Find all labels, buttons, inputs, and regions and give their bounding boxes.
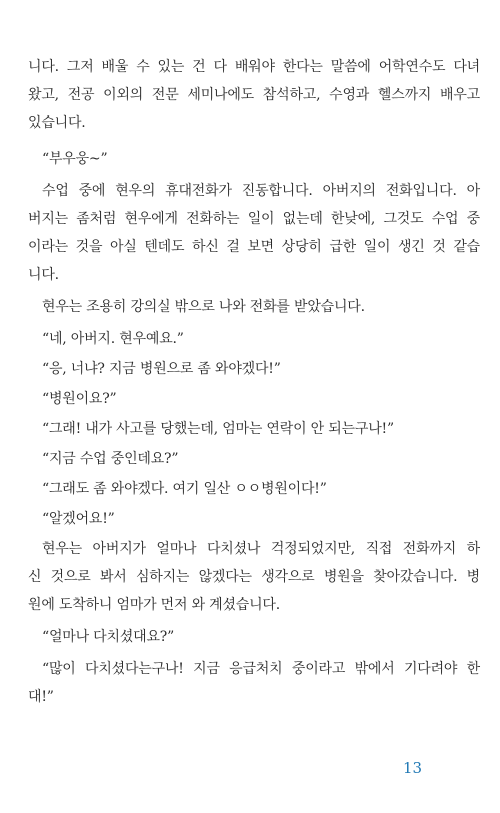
text-line: 이라는 것을 아실 텐데도 하신 걸 보면 상당히 급한 일이 생긴 것 같습	[28, 239, 480, 255]
text-line: 원에 도착하니 엄마가 먼저 와 계셨습니다.	[28, 597, 281, 613]
page-number: 13	[403, 759, 423, 777]
text-line: “많이 다치셨다는구나! 지금 응급처치 중이라고 밖에서 기다려야 한	[42, 661, 480, 677]
text-line: 있습니다.	[28, 115, 86, 131]
text-line: “응, 너냐? 지금 병원으로 좀 와야겠다!”	[42, 361, 281, 377]
text-line: “그래! 내가 사고를 당했는데, 엄마는 연락이 안 되는구나!”	[42, 421, 394, 437]
text-line: 현우는 조용히 강의실 밖으로 나와 전화를 받았습니다.	[42, 299, 365, 315]
text-line: “그래도 좀 와야겠다. 여기 일산 ㅇㅇ병원이다!”	[42, 481, 327, 497]
text-line: “병원이요?”	[42, 391, 117, 407]
text-line: 수업 중에 현우의 휴대전화가 진동합니다. 아버지의 전화입니다. 아	[42, 183, 480, 199]
text-line: 버지는 좀처럼 현우에게 전화하는 일이 없는데 한낮에, 그것도 수업 중	[28, 211, 480, 227]
text-line: “알겠어요!”	[42, 511, 115, 527]
text-line: 대!”	[28, 689, 54, 705]
text-line: 신 것으로 봐서 심하지는 않겠다는 생각으로 병원을 찾아갔습니다. 병	[28, 569, 480, 585]
text-line: “얼마나 다치셨대요?”	[42, 629, 175, 645]
text-line: 왔고, 전공 이외의 전문 세미나에도 참석하고, 수영과 헬스까지 배우고	[28, 87, 480, 103]
text-line: 현우는 아버지가 얼마나 다치셨나 걱정되었지만, 직접 전화까지 하	[42, 541, 480, 557]
text-line: “네, 아버지. 현우예요.”	[42, 331, 184, 347]
text-line: 니다.	[28, 267, 59, 283]
text-line: 니다. 그저 배울 수 있는 건 다 배워야 한다는 말씀에 어학연수도 다녀	[28, 59, 480, 75]
text-line: “지금 수업 중인데요?”	[42, 451, 179, 467]
text-line: “부우웅~”	[42, 151, 108, 167]
